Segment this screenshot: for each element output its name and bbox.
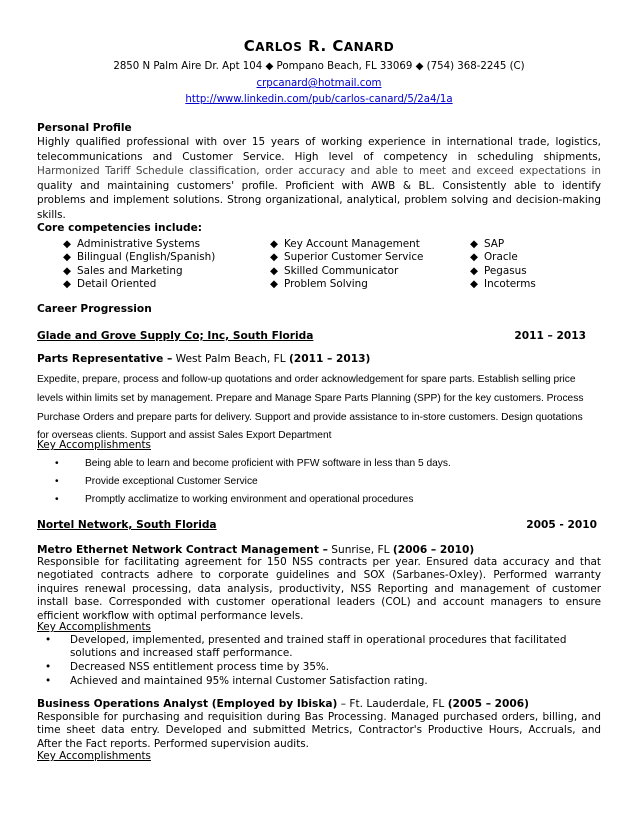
contact-line: 2850 N Palm Aire Dr. Apt 104 ◆ Pompano Beach, FL 33069 ◆ (754) 368-2245 (C)	[113, 61, 525, 72]
diamond-icon: ◆	[63, 238, 71, 250]
profile-line: quality and maintaining customers' profile. Proficient with AWB & BL. Consistently able to identify	[37, 179, 601, 192]
bullet-icon: •	[45, 675, 52, 687]
accomplishment-item: • Achieved and maintained 95% internal Customer Satisfaction rating.	[45, 675, 428, 687]
description-line: time sheet data entry. Developed and submitted Metrics, Contractor's Productive Hours, Accruals, and	[37, 724, 601, 737]
accomplishment-item: • Promptly acclimatize to working environment and operational procedures	[55, 494, 414, 505]
description-line: levels within limits set by management. Prepare and Manage Spare Parts Planning (SPP) for the key customers. Process	[37, 393, 584, 405]
bullet-icon: •	[55, 458, 59, 469]
diamond-icon: ◆	[270, 278, 278, 291]
company-dates: 2011 – 2013	[514, 330, 586, 342]
competency-item: ◆ Skilled Communicator	[270, 264, 399, 277]
linkedin-link[interactable]: http://www.linkedin.com/pub/carlos-canard/5/2a4/1a	[185, 94, 453, 105]
description-line: Responsible for facilitating agreement for 150 NSS contracts per year. Ensured data accuracy and that	[37, 556, 601, 568]
description-line: negotiated contracts adhere to corporate guidelines and SOX (Sarbanes-Oxley). Performed warranty	[37, 569, 601, 582]
profile-line: problems and implement solutions. Strong organizational, analytical, problem solving and decision-making	[37, 194, 601, 207]
competency-item: ◆ Oracle	[470, 251, 518, 264]
description-line: efficient workflow with optimal performance levels.	[37, 609, 304, 622]
diamond-icon: ◆	[470, 264, 478, 277]
company-nortel: Nortel Network, South Florida 2005 - 2010	[37, 519, 597, 531]
diamond-icon: ◆	[63, 264, 71, 277]
job3-description	[37, 711, 601, 751]
competency-item: ◆ Problem Solving	[270, 278, 368, 291]
profile-line: Harmonized Tariff Schedule classification, order accuracy and able to meet and exceed expectations in	[37, 165, 601, 178]
description-line: Purchase Orders and prepare parts for delivery. Support and provide assistance to in-store customers. Design quotations	[37, 412, 583, 424]
competencies-column-1	[63, 238, 215, 292]
job1-description	[37, 370, 601, 443]
profile-line: skills.	[37, 208, 66, 221]
description-line: install base. Corresponded with customer operational leaders (COL) and account managers to ensure	[37, 596, 601, 609]
competency-item: ◆ Superior Customer Service	[270, 251, 424, 264]
accomplishment-item: • Being able to learn and become proficient with PFW software in less than 5 days.	[55, 458, 451, 469]
diamond-icon: ◆	[63, 278, 71, 291]
competency-item: ◆ SAP	[470, 238, 505, 250]
profile-line: telecommunications and Customer Service. High level of competency in scheduling shipments,	[37, 150, 601, 163]
diamond-icon: ◆	[470, 278, 478, 291]
diamond-icon: ◆	[470, 238, 478, 250]
competency-item: ◆ Incoterms	[470, 278, 536, 291]
competencies-column-2	[270, 238, 423, 292]
key-accomplishments-label: Key Accomplishments	[37, 439, 151, 451]
description-line: for overseas clients. Support and assist Sales Export Department	[37, 429, 332, 441]
bullet-icon: •	[45, 661, 52, 673]
description-line: Expedite, prepare, process and follow-up quotations and order acknowledgement for spare parts. Establish selling price	[37, 374, 576, 385]
description-line: Responsible for purchasing and requisition during Bas Processing. Managed purchased orders, billing, and	[37, 711, 601, 723]
competency-item: ◆ Key Account Management	[270, 238, 420, 250]
bullet-icon: •	[55, 476, 59, 487]
description-line: After the Fact reports. Performed supervision audits.	[37, 737, 309, 750]
profile-line: Highly qualified professional with over 15 years of working experience in international trade, logistics,	[37, 136, 601, 148]
competency-item: ◆ Pegasus	[470, 264, 527, 277]
email-link[interactable]: crpcanard@hotmail.com	[256, 78, 382, 89]
competency-item: ◆ Administrative Systems	[63, 238, 201, 250]
company-dates: 2005 - 2010	[526, 519, 597, 531]
profile-text	[37, 135, 601, 223]
diamond-icon: ◆	[270, 251, 278, 264]
competency-item: ◆ Detail Oriented	[63, 278, 157, 291]
bullet-icon: •	[55, 494, 59, 505]
role-business-operations-analyst: Business Operations Analyst (Employed by Ibiska) – Ft. Lauderdale, FL (2005 – 2006)	[37, 698, 530, 710]
key-accomplishments-label: Key Accomplishments	[37, 750, 151, 762]
role-parts-representative: Parts Representative – West Palm Beach, FL (2011 – 2013)	[37, 353, 371, 365]
key-accomplishments-label: Key Accomplishments	[37, 621, 151, 633]
company-glade-grove: Glade and Grove Supply Co; Inc, South Florida 2011 – 2013	[37, 330, 586, 342]
description-line: inquires renewal processing, data analysis, productivity, NSS Reporting and management of customer	[37, 582, 601, 595]
candidate-name: CARLOS R. CANARD	[243, 37, 395, 55]
competencies-heading: Core competencies include:	[37, 222, 203, 234]
bullet-icon: •	[45, 634, 52, 646]
diamond-icon: ◆	[270, 264, 278, 277]
career-heading: Career Progression	[37, 303, 152, 315]
job2-description	[37, 556, 601, 623]
diamond-icon: ◆	[270, 238, 278, 250]
accomplishment-item: • Provide exceptional Customer Service	[55, 476, 258, 487]
accomplishment-item: • Developed, implemented, presented and trained staff in operational procedures that facilitated solutions and increased staff performance.	[45, 634, 567, 660]
profile-heading: Personal Profile	[37, 122, 132, 134]
diamond-icon: ◆	[63, 251, 71, 264]
competency-item: ◆ Sales and Marketing	[63, 264, 183, 277]
accomplishment-item: • Decreased NSS entitlement process time by 35%.	[45, 661, 330, 673]
competencies-column-3	[470, 238, 536, 292]
diamond-icon: ◆	[470, 251, 478, 264]
role-metro-ethernet: Metro Ethernet Network Contract Management – Sunrise, FL (2006 – 2010)	[37, 544, 475, 556]
competency-item: ◆ Bilingual (English/Spanish)	[63, 251, 216, 264]
